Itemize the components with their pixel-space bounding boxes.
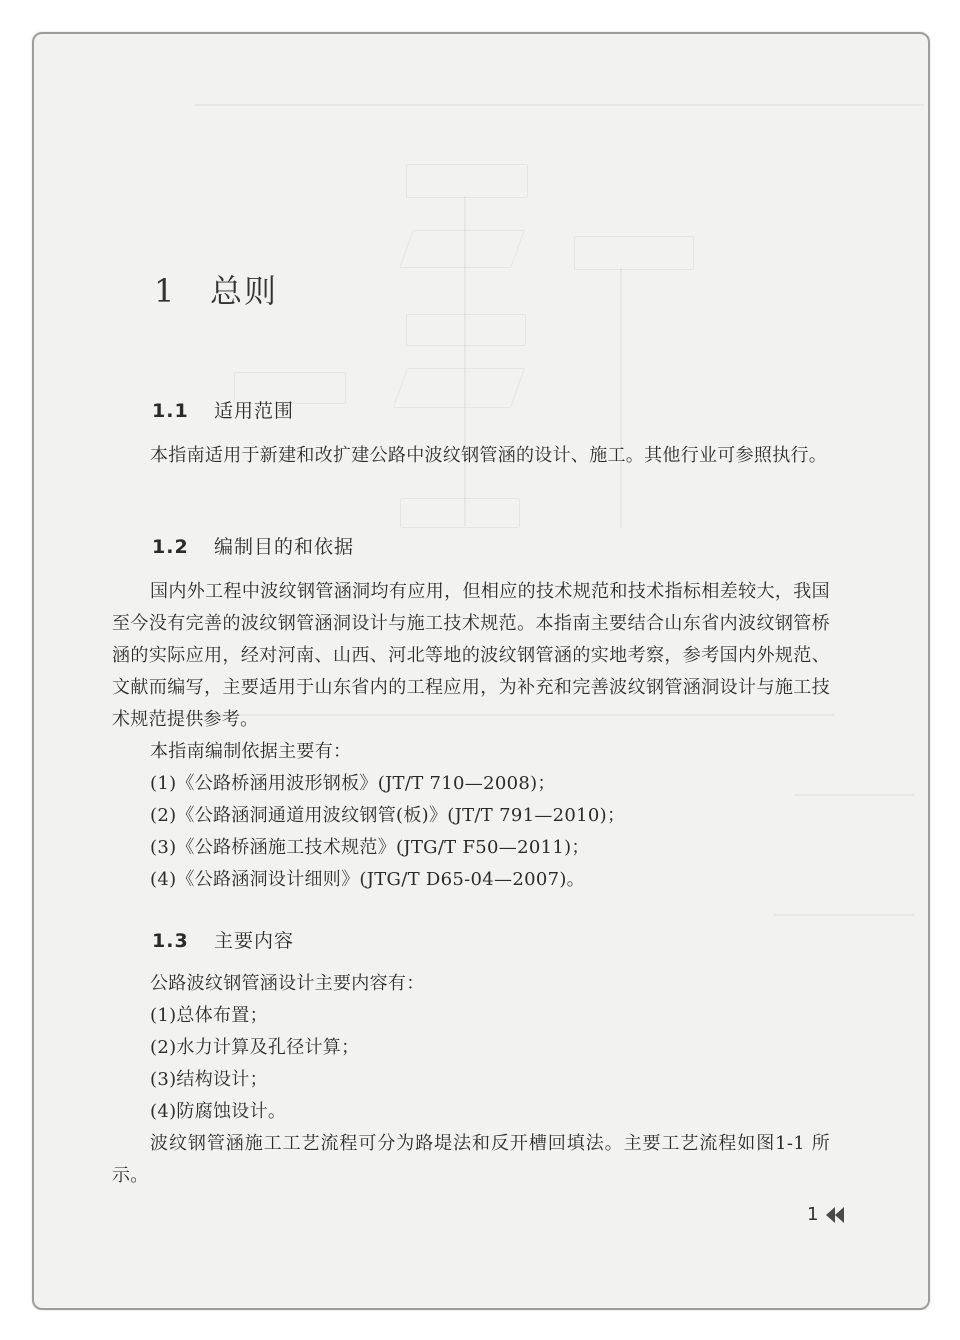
basis-item: (2)《公路涵洞通道用波纹钢管(板)》(JT/T 791—2010)； [150, 805, 626, 826]
section-1-3-intro: 公路波纹钢管涵设计主要内容有： [150, 973, 425, 994]
basis-item: (4)《公路涵洞设计细则》(JTG/T D65-04—2007)。 [150, 869, 585, 890]
chapter-number: 1 [154, 272, 177, 310]
basis-item: (3)《公路桥涵施工技术规范》(JTG/T F50—2011)； [150, 837, 590, 858]
page-content [34, 34, 928, 1308]
section-1-3-closing: 波纹钢管涵施工工艺流程可分为路堤法和反开槽回填法。主要工艺流程如图1-1 所示。 [112, 1133, 830, 1186]
basis-item: (1)《公路桥涵用波形钢板》(JT/T 710—2008)； [150, 773, 556, 794]
section-heading-1-1: 1.1 适用范围 [152, 400, 295, 422]
double-chevron-left-icon [824, 1206, 846, 1224]
section-heading-1-3: 1.3 主要内容 [152, 930, 295, 952]
section-1-2-basis-intro: 本指南编制依据主要有： [150, 741, 352, 762]
section-heading-1-2: 1.2 编制目的和依据 [152, 536, 355, 558]
content-item: (3)结构设计； [150, 1069, 268, 1090]
section-1-1-paragraph: 本指南适用于新建和改扩建公路中波纹钢管涵的设计、施工。其他行业可参照执行。 [150, 445, 828, 466]
content-item: (1)总体布置； [150, 1005, 268, 1026]
chapter-name: 总则 [210, 272, 279, 310]
document-page [32, 32, 930, 1310]
section-1-2-paragraph: 国内外工程中波纹钢管涵洞均有应用，但相应的技术规范和技术指标相差较大，我国至今没有完善的波纹钢管涵洞设计与施工技术规范。本指南主要结合山东省内波纹钢管桥涵的实际应用，经对河南、山西、河北等地的波纹钢管涵的实地考察，参考国内外规范、文献而编写，主要适用于山东省内的工程应用，为补充和完善波纹钢管涵洞设计与施工技术规范提供参考。 [112, 581, 830, 730]
chapter-title [154, 266, 278, 312]
content-item: (4)防腐蚀设计。 [150, 1101, 287, 1122]
page-number: 1 [807, 1204, 846, 1225]
content-item: (2)水力计算及孔径计算； [150, 1037, 360, 1058]
